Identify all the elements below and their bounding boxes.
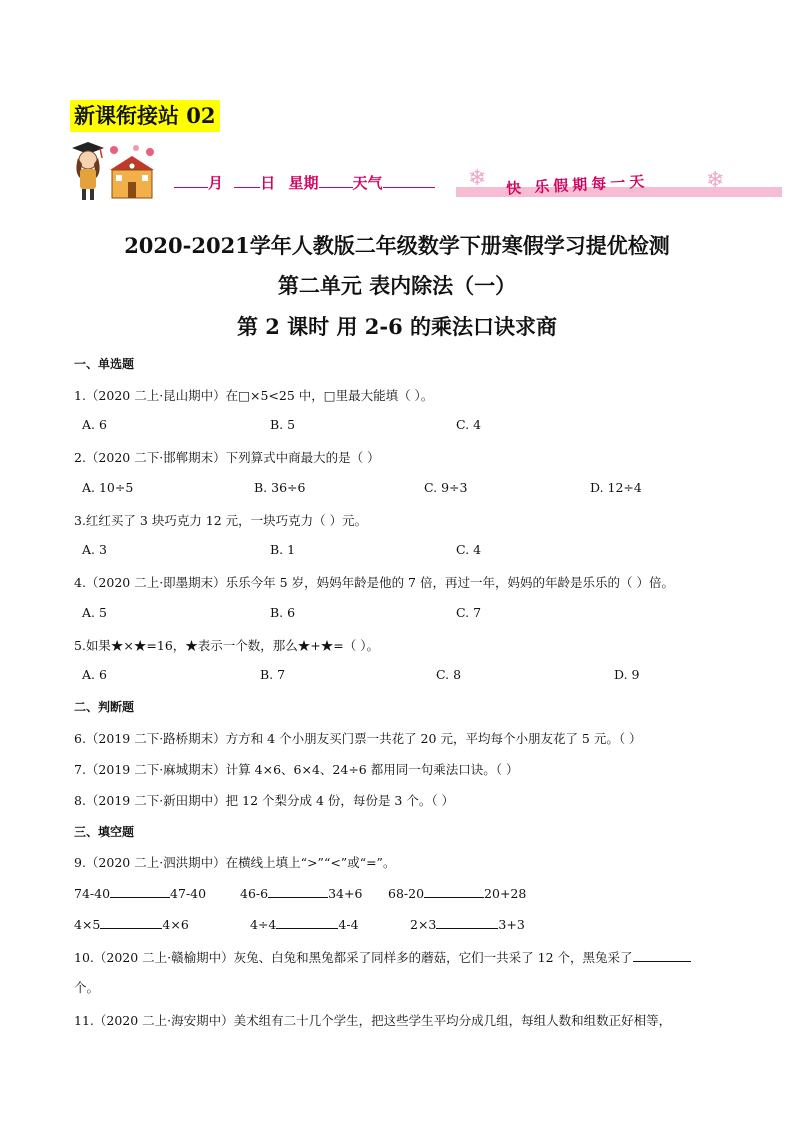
compare-right: 47-40 (170, 886, 207, 901)
answer-blank[interactable] (276, 916, 338, 929)
compare-left: 74-40 (74, 886, 111, 901)
holiday-slogan: 快 乐假期每一天 (505, 172, 649, 198)
lesson-badge: 新课衔接站 02 (70, 100, 220, 132)
snowflake-icon: ❄ (706, 168, 725, 193)
option[interactable]: D. 9 (614, 667, 640, 682)
compare-left: 46-6 (240, 886, 269, 901)
compare-item (250, 916, 359, 932)
option[interactable]: A. 6 (82, 667, 107, 682)
weekday-blank[interactable] (319, 173, 353, 188)
section-heading: 三、填空题 (74, 825, 135, 839)
answer-blank[interactable] (424, 885, 484, 898)
answer-blank[interactable] (110, 885, 170, 898)
option[interactable]: C. 9÷3 (424, 480, 468, 495)
question-8: 8.（2019 二下·新田期中）把 12 个梨分成 4 份，每份是 3 个。（ ） (74, 793, 455, 808)
compare-item (410, 916, 525, 932)
day-label: 日 (260, 174, 276, 192)
compare-right: 20+28 (484, 886, 527, 901)
question-1: 1.（2020 二上·昆山期中）在□×5<25 中，□里最大能填（ ）。 (74, 388, 434, 403)
option[interactable]: B. 7 (260, 667, 286, 682)
compare-left: 68-20 (388, 886, 425, 901)
option[interactable]: A. 10÷5 (82, 480, 134, 495)
weather-label: 天气 (352, 174, 383, 192)
date-weather-line (174, 172, 435, 193)
compare-right: 3+3 (498, 917, 525, 932)
option[interactable]: A. 3 (82, 542, 107, 557)
answer-blank[interactable] (436, 916, 498, 929)
option[interactable]: C. 4 (456, 417, 482, 432)
unit-title: 第二单元 表内除法（一） (277, 273, 517, 298)
graduate-girl-icon (66, 138, 108, 202)
option[interactable]: D. 12÷4 (590, 480, 642, 495)
snowflake-icon: ❄ (468, 166, 487, 191)
main-title: 2020-2021学年人教版二年级数学下册寒假学习提优检测 (124, 233, 670, 258)
compare-left: 4÷4 (250, 917, 277, 932)
question-10 (74, 948, 691, 966)
option[interactable]: A. 6 (82, 417, 107, 432)
question-5: 5.如果★×★=16，★表示一个数，那么★+★=（ ）。 (74, 638, 379, 653)
weekday-label: 星期 (288, 174, 319, 192)
answer-blank[interactable] (268, 885, 328, 898)
compare-item (240, 885, 362, 901)
compare-item (74, 885, 206, 901)
month-label: 月 (208, 174, 224, 192)
option[interactable]: B. 1 (270, 542, 296, 557)
option[interactable]: A. 5 (82, 605, 107, 620)
option[interactable]: C. 7 (456, 605, 482, 620)
compare-right: 4×6 (162, 917, 189, 932)
question-10-tail: 个。 (74, 980, 100, 995)
compare-item (74, 916, 189, 932)
day-blank[interactable] (234, 173, 260, 188)
option[interactable]: C. 8 (436, 667, 462, 682)
question-9: 9.（2020 二上·泗洪期中）在横线上填上“>”“<”或“=”。 (74, 855, 396, 870)
answer-blank[interactable] (100, 916, 162, 929)
option[interactable]: C. 4 (456, 542, 482, 557)
header-row (66, 138, 782, 204)
question-11: 11.（2020 二上·海安期中）美术组有二十几个学生，把这些学生平均分成几组，每组人数和组数正好相等， (74, 1013, 672, 1028)
compare-left: 4×5 (74, 917, 101, 932)
question-7: 7.（2019 二下·麻城期末）计算 4×6、6×4、24÷6 都用同一句乘法口诀。（ ） (74, 762, 519, 777)
school-building-icon (106, 144, 158, 202)
weather-blank[interactable] (383, 173, 435, 188)
option[interactable]: B. 36÷6 (254, 480, 306, 495)
question-4: 4.（2020 二上·即墨期末）乐乐今年 5 岁，妈妈年龄是他的 7 倍，再过一年，妈妈的年龄是乐乐的（ ）倍。 (74, 575, 674, 590)
question-2: 2.（2020 二下·邯郸期末）下列算式中商最大的是（ ） (74, 450, 380, 465)
question-6: 6.（2019 二下·路桥期末）方方和 4 个小朋友买门票一共花了 20 元，平均每个小朋友花了 5 元。（ ） (74, 731, 642, 746)
lesson-title: 第 2 课时 用 2-6 的乘法口诀求商 (236, 314, 558, 339)
question-3: 3.红红买了 3 块巧克力 12 元，一块巧克力（ ）元。 (74, 513, 368, 528)
answer-blank[interactable] (633, 949, 691, 962)
section-heading: 一、单选题 (74, 357, 135, 371)
option[interactable]: B. 6 (270, 605, 296, 620)
compare-right: 4-4 (338, 917, 359, 932)
compare-item (388, 885, 526, 901)
month-blank[interactable] (174, 173, 208, 188)
option[interactable]: B. 5 (270, 417, 296, 432)
section-heading: 二、判断题 (74, 700, 135, 714)
question-10-text: 10.（2020 二上·赣榆期中）灰兔、白兔和黑兔都采了同样多的蘑菇，它们一共采了 12 个，黑兔采了 (74, 950, 633, 965)
compare-right: 34+6 (328, 886, 363, 901)
compare-left: 2×3 (410, 917, 437, 932)
